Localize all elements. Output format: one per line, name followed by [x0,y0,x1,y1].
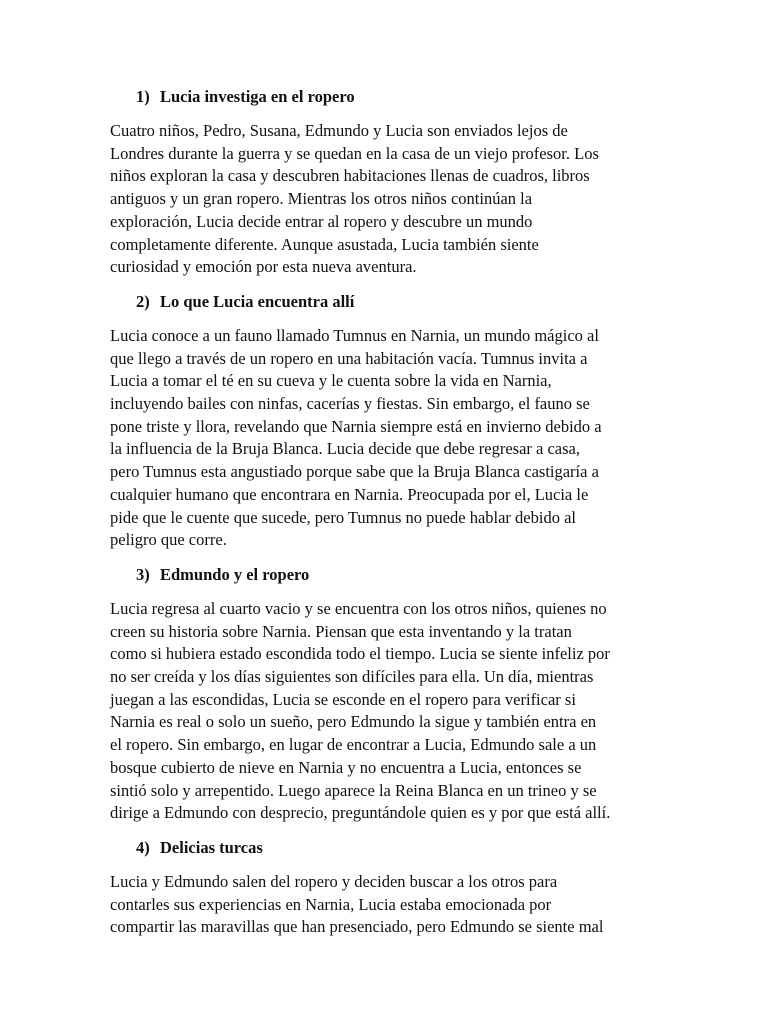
section-heading [136,564,662,586]
section-3 [110,564,662,825]
section-paragraph [110,598,662,825]
paragraph-line: el ropero. Sin embargo, en lugar de encontrar a Lucia, Edmundo sale a un [110,735,597,755]
paragraph-line: pone triste y llora, revelando que Narnia siempre está en invierno debido a [110,416,602,436]
section-4 [110,837,662,939]
paragraph-line: incluyendo bailes con ninfas, cacerías y fiestas. Sin embargo, el fauno se [110,394,590,414]
paragraph-line: contarles sus experiencias en Narnia, Lucia estaba emocionada por [110,894,552,914]
paragraph-line: niños exploran la casa y descubren habitaciones llenas de cuadros, libros [110,166,590,186]
paragraph-line: bosque cubierto de nieve en Narnia y no encuentra a Lucia, entonces se [110,757,582,777]
paragraph-line: creen su historia sobre Narnia. Piensan que esta inventando y la tratan [110,621,572,641]
section-number: 2) [136,291,150,311]
paragraph-line: Cuatro niños, Pedro, Susana, Edmundo y Lucia son enviados lejos de [110,121,568,140]
paragraph-line: Lucia y Edmundo salen del ropero y deciden buscar a los otros para [110,871,558,891]
document-page [110,86,662,951]
paragraph-line: la influencia de la Bruja Blanca. Lucia decide que debe regresar a casa, [110,439,581,459]
paragraph-line: no ser creída y los días siguientes son difíciles para ella. Un día, mientras [110,667,594,687]
paragraph-line: antiguos y un gran ropero. Mientras los otros niños continúan la [110,189,533,209]
paragraph-line: pero Tumnus esta angustiado porque sabe que la Bruja Blanca castigaría a [110,462,599,482]
paragraph-line: que llego a través de un ropero en una habitación vacía. Tumnus invita a [110,348,588,368]
paragraph-line: curiosidad y emoción por esta nueva aventura. [110,257,417,277]
section-paragraph [110,325,662,552]
paragraph-line: peligro que corre. [110,530,227,550]
paragraph-line: juegan a las escondidas, Lucia se esconde en el ropero para verificar si [110,689,576,709]
section-number: 3) [136,564,150,584]
section-title: Lo que Lucia encuentra allí [160,291,355,311]
paragraph-line: cualquier humano que encontrara en Narnia. Preocupada por el, Lucia le [110,484,589,504]
paragraph-line: completamente diferente. Aunque asustada, Lucia también siente [110,234,539,254]
paragraph-line: compartir las maravillas que han presenciado, pero Edmundo se siente mal [110,917,604,937]
paragraph-line: pide que le cuente que sucede, pero Tumnus no puede hablar debido al [110,507,576,527]
section-title: Lucia investiga en el ropero [160,87,355,106]
paragraph-line: exploración, Lucia decide entrar al ropero y descubre un mundo [110,211,533,231]
paragraph-line: Lucia regresa al cuarto vacio y se encuentra con los otros niños, quienes no [110,598,607,618]
section-number: 4) [136,837,150,857]
section-number: 1) [136,87,150,106]
section-title: Edmundo y el ropero [160,564,310,584]
paragraph-line: Narnia es real o solo un sueño, pero Edmundo la sigue y también entra en [110,712,597,732]
paragraph-line: dirige a Edmundo con desprecio, preguntándole quien es y por que está allí. [110,803,611,823]
section-paragraph [110,871,662,939]
section-heading [136,86,662,108]
section-1 [110,86,662,279]
paragraph-line: sintió solo y arrepentido. Luego aparece la Reina Blanca en un trineo y se [110,780,597,800]
paragraph-line: Lucia a tomar el té en su cueva y le cuenta sobre la vida en Narnia, [110,371,552,391]
paragraph-line: como si hubiera estado escondida todo el tiempo. Lucia se siente infeliz por [110,644,610,664]
paragraph-line: Lucia conoce a un fauno llamado Tumnus en Narnia, un mundo mágico al [110,325,599,345]
section-heading [136,837,662,859]
section-2 [110,291,662,552]
section-heading [136,291,662,313]
section-title: Delicias turcas [160,837,263,857]
paragraph-line: Londres durante la guerra y se quedan en la casa de un viejo profesor. Los [110,143,599,163]
section-paragraph [110,120,662,279]
